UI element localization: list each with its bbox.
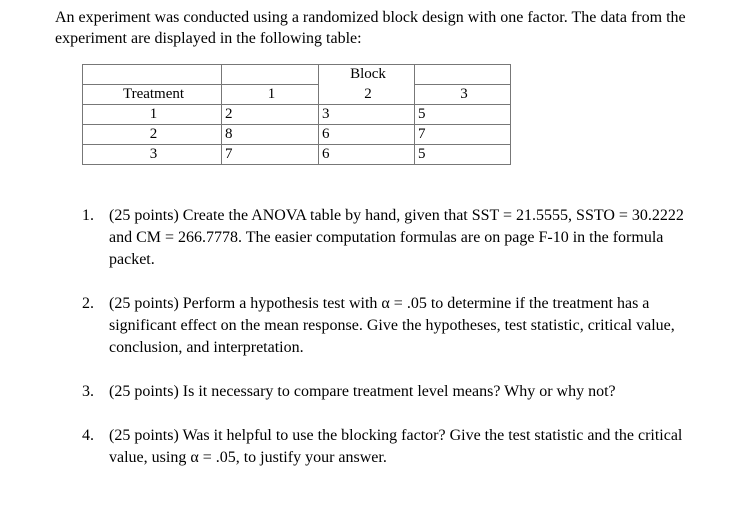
table-spacer-cell: [222, 65, 319, 85]
treatment-label: 1: [83, 105, 222, 125]
table-cell: 7: [222, 145, 319, 165]
question-number: 2.: [82, 295, 94, 312]
intro-paragraph: An experiment was conducted using a randomized block design with one factor. The data from the experiment are displayed in the following table:: [55, 9, 686, 47]
question-item: [82, 425, 707, 469]
treatment-label: 2: [83, 125, 222, 145]
question-item: [82, 293, 707, 359]
table-row: [83, 105, 511, 125]
data-table: [82, 64, 511, 165]
question-number: 3.: [82, 383, 94, 400]
question-list: [82, 205, 707, 469]
table-cell: 8: [222, 125, 319, 145]
question-item: [82, 381, 707, 403]
treatment-header: Treatment: [83, 85, 222, 105]
table-cell: 3: [319, 105, 415, 125]
question-number: 1.: [82, 207, 94, 224]
question-number: 4.: [82, 427, 94, 444]
table-cell: 7: [415, 125, 511, 145]
table-spacer-cell: [415, 65, 511, 85]
table-header-row-numbers: [83, 85, 511, 105]
question-text: (25 points) Is it necessary to compare treatment level means? Why or why not?: [109, 383, 616, 400]
table-cell: 6: [319, 125, 415, 145]
question-text: (25 points) Was it helpful to use the blocking factor? Give the test statistic and the critical value, using α = .05, to justify your answer.: [109, 427, 683, 466]
block-header: Block: [319, 65, 415, 85]
table-row: [83, 125, 511, 145]
treatment-label: 3: [83, 145, 222, 165]
question-text: (25 points) Create the ANOVA table by hand, given that SST = 21.5555, SSTO = 30.2222 and CM = 266.7778. The easier computation formulas are on page F-10 in the formula packet.: [109, 207, 684, 268]
table-cell: 6: [319, 145, 415, 165]
block-number-2: 2: [319, 85, 415, 105]
block-number-1: 1: [222, 85, 319, 105]
table-header-row-block: [83, 65, 511, 85]
table-cell: 5: [415, 105, 511, 125]
question-item: [82, 205, 707, 271]
table-cell: 2: [222, 105, 319, 125]
block-number-3: 3: [415, 85, 511, 105]
question-text: (25 points) Perform a hypothesis test with α = .05 to determine if the treatment has a significant effect on the mean response. Give the hypotheses, test statistic, critical value, conclusion, and interpretation.: [109, 295, 675, 356]
table-cell: 5: [415, 145, 511, 165]
table-corner-cell: [83, 65, 222, 85]
table-row: [83, 145, 511, 165]
